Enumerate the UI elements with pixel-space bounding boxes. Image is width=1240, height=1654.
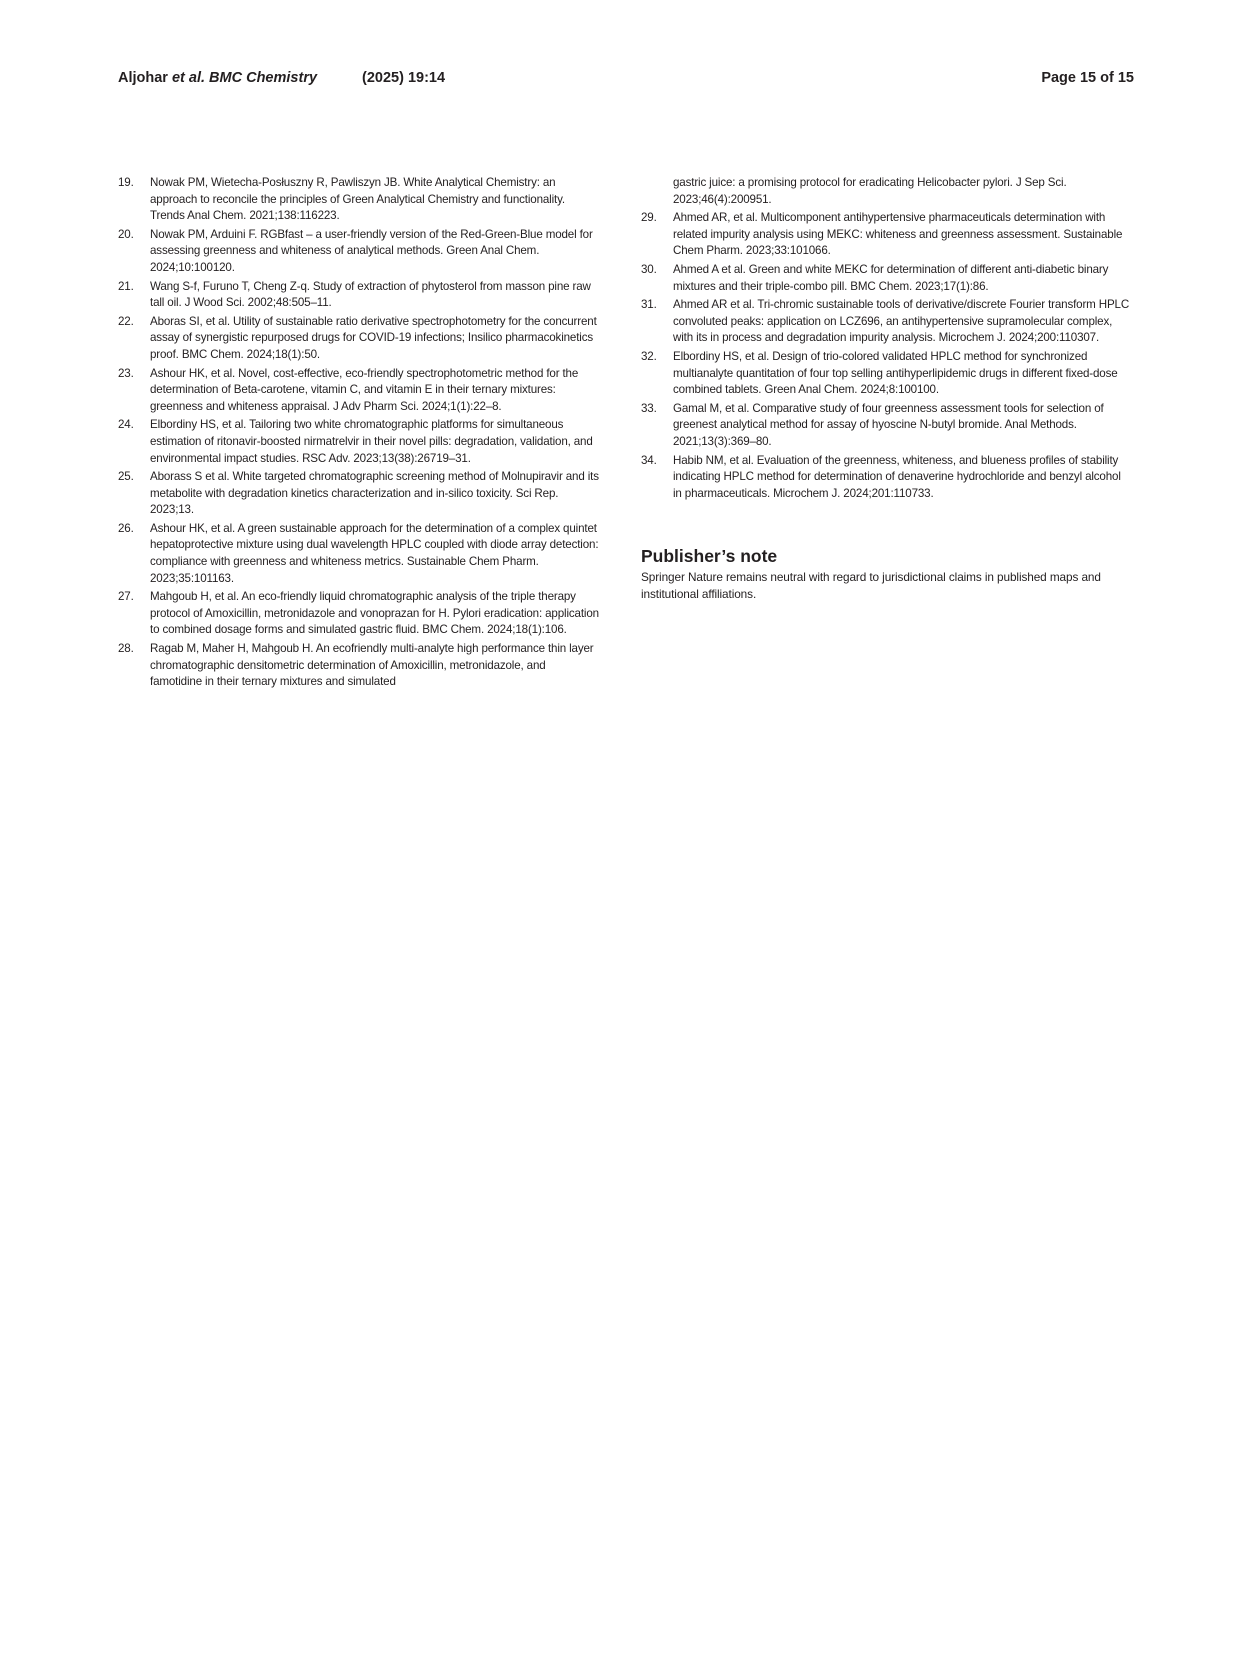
reference-item <box>118 469 600 519</box>
reference-item <box>641 349 1131 399</box>
reference-item <box>118 314 600 364</box>
reference-number: 29. <box>641 211 657 225</box>
reference-text: Ashour HK, et al. Novel, cost-effective, eco-friendly spectrophotometric method for the determination of Beta-carotene, vitamin C, and vitamin E in their ternary mixtures: greenness and whiteness appraisal. J Adv Pharm Sci. 2024;1(1):22–8. <box>150 366 579 413</box>
reference-item <box>118 521 600 587</box>
reference-item <box>118 175 600 225</box>
reference-text: Mahgoub H, et al. An eco-friendly liquid chromatographic analysis of the triple therapy protocol of Amoxicillin, metronidazole and vonoprazan for H. Pylori eradication: application to combined dosage forms and simulated gastric fluid. BMC Chem. 2024;18(1):106. <box>150 590 599 637</box>
reference-number: 34. <box>641 453 657 467</box>
reference-item <box>118 641 600 691</box>
reference-number: 27. <box>118 590 134 604</box>
reference-item <box>641 453 1131 503</box>
reference-number: 23. <box>118 366 134 380</box>
references-left-column <box>118 175 600 693</box>
reference-number: 19. <box>118 176 134 189</box>
reference-text: Habib NM, et al. Evaluation of the greenness, whiteness, and blueness profiles of stability indicating HPLC method for determination of denaverine hydrochloride and benzyl alcohol in pharmaceuticals. Microchem J. 2024;201:110733. <box>673 453 1121 500</box>
reference-item <box>641 262 1131 295</box>
reference-number: 30. <box>641 262 657 276</box>
header-page-number: Page 15 of 15 <box>1041 70 1134 86</box>
reference-item <box>118 279 600 312</box>
reference-item <box>118 227 600 277</box>
reference-item <box>641 297 1131 347</box>
header-authors-plain: Aljohar <box>118 70 172 86</box>
reference-text: Ashour HK, et al. A green sustainable approach for the determination of a complex quintet hepatoprotective mixture using dual wavelength HPLC coupled with diode array detection: compliance with greenness and whiteness metrics. Sustainable Chem Pharm. 2023;35:101163. <box>150 521 599 585</box>
reference-text: Nowak PM, Wietecha-Posłuszny R, Pawliszyn JB. White Analytical Chemistry: an approach to reconcile the principles of Green Analytical Chemistry and functionality. Trends Anal Chem. 2021;138:116223. <box>150 176 565 223</box>
reference-text: Ahmed AR et al. Tri-chromic sustainable tools of derivative/discrete Fourier transform HPLC convoluted peaks: application on LCZ696, an antihypertensive supramolecular complex, with its in process and degradation impurity analysis. Microchem J. 2024;200:110307. <box>673 298 1130 345</box>
reference-number: 26. <box>118 521 134 535</box>
reference-continuation: gastric juice: a promising protocol for eradicating Helicobacter pylori. J Sep Sci. 2023;46(4):200951. <box>673 176 1067 206</box>
reference-item <box>118 589 600 639</box>
reference-text: Ahmed A et al. Green and white MEKC for determination of different anti-diabetic binary mixtures and their triple-combo pill. BMC Chem. 2023;17(1):86. <box>673 262 1109 293</box>
reference-item <box>641 210 1131 260</box>
publishers-note-heading: Publisher’s note <box>641 546 778 567</box>
reference-item <box>118 366 600 416</box>
header-journal: et al. BMC Chemistry <box>171 70 318 86</box>
header-authors <box>118 70 317 86</box>
reference-item <box>118 417 600 467</box>
reference-text: Nowak PM, Arduini F. RGBfast – a user-friendly version of the Red-Green-Blue model for assessing greenness and whiteness of analytical methods. Green Anal Chem. 2024;10:100120. <box>150 227 593 274</box>
reference-text: Wang S-f, Furuno T, Cheng Z-q. Study of extraction of phytosterol from masson pine raw tall oil. J Wood Sci. 2002;48:505–11. <box>150 279 591 310</box>
header-citation: (2025) 19:14 <box>362 70 446 86</box>
reference-text: Elbordiny HS, et al. Design of trio-colored validated HPLC method for synchronized multianalyte quantitation of four top selling antihyperlipidemic drugs in different fixed-dose combined tablets. Green Anal Chem. 2024;8:100100. <box>673 349 1118 397</box>
reference-text: Ragab M, Maher H, Mahgoub H. An ecofriendly multi-analyte high performance thin layer chromatographic densitometric determination of Amoxicillin, metronidazole, and famotidine in their ternary mixtures and simulated <box>150 642 594 689</box>
reference-text: Gamal M, et al. Comparative study of four greenness assessment tools for selection of greenest analytical method for assay of hyoscine N-butyl bromide. Anal Methods. 2021;13(3):369–80. <box>673 401 1104 448</box>
publishers-note-text: Springer Nature remains neutral with regard to jurisdictional claims in published maps and institutional affiliations. <box>641 570 1101 602</box>
reference-number: 24. <box>118 418 134 432</box>
reference-text: Ahmed AR, et al. Multicomponent antihypertensive pharmaceuticals determination with related impurity analysis using MEKC: whiteness and greenness assessment. Sustainable Chem Pharm. 2023;33:101066. <box>673 211 1123 258</box>
reference-number: 21. <box>118 279 134 293</box>
reference-number: 28. <box>118 642 134 656</box>
running-header <box>118 70 1134 92</box>
references-right-column <box>641 175 1131 603</box>
reference-number: 33. <box>641 401 657 415</box>
reference-number: 20. <box>118 227 134 241</box>
reference-number: 32. <box>641 349 657 363</box>
reference-number: 22. <box>118 314 134 328</box>
reference-text: Aborass S et al. White targeted chromatographic screening method of Molnupiravir and its metabolite with degradation kinetics characterization and in-silico toxicity. Sci Rep. 2023;13. <box>150 470 599 517</box>
reference-text: Aboras SI, et al. Utility of sustainable ratio derivative spectrophotometry for the concurrent assay of synergistic repurposed drugs for COVID-19 infections; Insilico pharmacokinetics proof. BMC Chem. 2024;18(1):50. <box>150 314 597 361</box>
reference-text: Elbordiny HS, et al. Tailoring two white chromatographic platforms for simultaneous estimation of ritonavir-boosted nirmatrelvir in their novel pills: degradation, validation, and environmental impact studies. RSC Adv. 2023;13(38):26719–31. <box>150 418 593 465</box>
reference-number: 31. <box>641 298 657 312</box>
reference-number: 25. <box>118 470 134 484</box>
reference-item <box>641 401 1131 451</box>
